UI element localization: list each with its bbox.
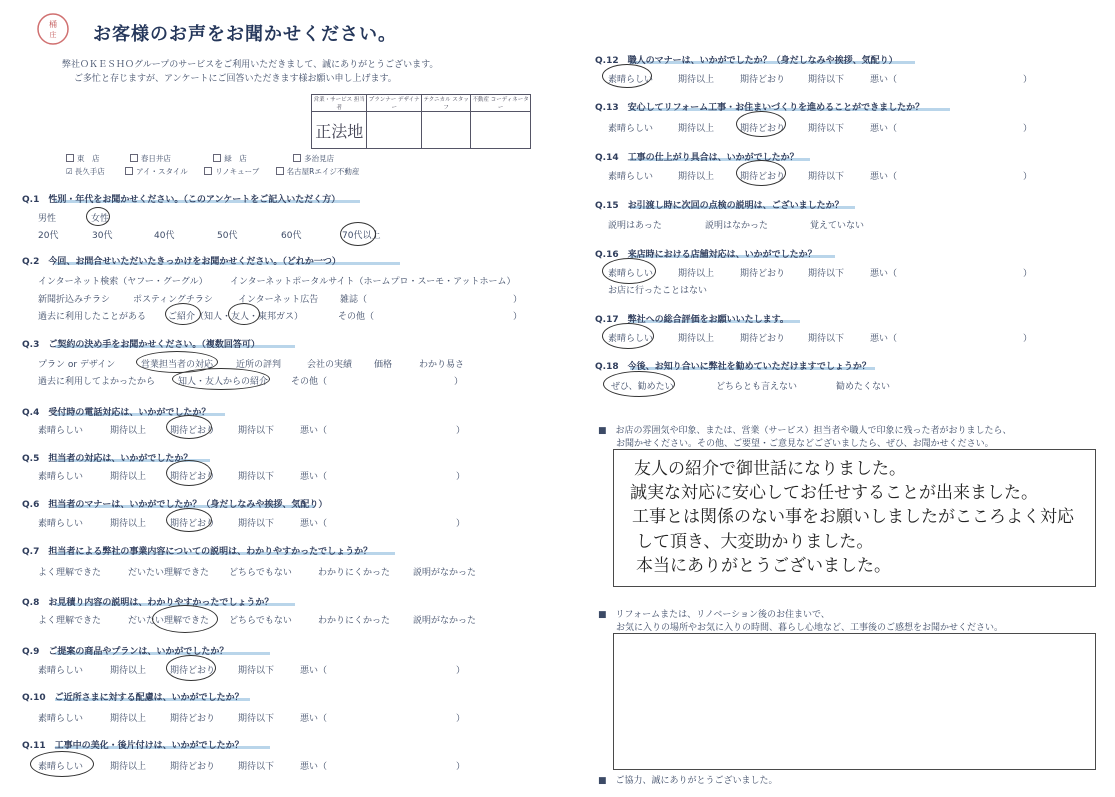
option-above[interactable]: 期待以上 [110, 762, 147, 772]
option-as-expected[interactable]: 期待どおり [170, 519, 216, 529]
option-unclear[interactable]: わかりにくかった [318, 568, 391, 578]
scale-row [38, 663, 468, 675]
answer-circle [228, 303, 260, 325]
option-friend-referral[interactable]: 知人・友人からの紹介 [178, 377, 269, 387]
option-plan-design[interactable]: プラン or デザイン [38, 360, 116, 370]
option-70s[interactable]: 70代以上 [342, 231, 381, 241]
checkbox[interactable] [66, 154, 74, 162]
option-neutral[interactable]: どちらでもない [229, 616, 292, 626]
question-q14: Q.14 工事の仕上がり具合は、いかがでしたか？ [595, 153, 799, 163]
staff-table [311, 94, 531, 149]
question-q9: Q.9 ご提案の商品やプランは、いかがでしたか？ [22, 647, 229, 657]
question-q10: Q.10 ご近所さまに対する配慮は、いかがでしたか？ [22, 693, 244, 703]
question-q7: Q.7 担当者による弊社の事業内容についての説明は、わかりやすかったでしょうか？ [22, 547, 373, 557]
option-as-expected[interactable]: 期待どおり [740, 334, 786, 344]
svg-text:桶: 桶 [49, 20, 57, 29]
option-dont-remember[interactable]: 覚えていない [810, 221, 865, 231]
paren-close: ） [1023, 172, 1033, 182]
option-below[interactable]: 期待以下 [238, 666, 275, 676]
scale-row [608, 72, 1038, 84]
paren-close: ） [456, 666, 466, 676]
answer-circle [172, 368, 270, 390]
answer-circle [166, 508, 212, 532]
paren-close: ） [513, 312, 523, 322]
answer-circle [340, 222, 376, 246]
option-above[interactable]: 期待以上 [678, 75, 715, 85]
comment-prompt-2: お聞かせください。その他、ご要望・ご意見などございましたら、ぜひ、お聞かせください。 [616, 439, 994, 449]
option-bad[interactable]: 悪い（ [870, 334, 898, 344]
option-below[interactable]: 期待以下 [808, 124, 845, 134]
answer-circle [603, 371, 675, 397]
option-as-expected[interactable]: 期待どおり [740, 269, 786, 279]
scale-row [38, 759, 468, 771]
option-not-recommend[interactable]: 勧めたくない [836, 382, 891, 392]
option-recommend[interactable]: ぜひ、勧めたい [611, 382, 674, 392]
option-excellent[interactable]: 素晴らしい [608, 75, 654, 85]
paren-close: ） [454, 377, 464, 387]
answer-circle [166, 460, 212, 486]
option-newspaper[interactable]: 新聞折込みチラシ [38, 295, 111, 305]
option-as-expected[interactable]: 期待どおり [170, 762, 216, 772]
option-bad[interactable]: 悪い（ [870, 124, 898, 134]
option-50s[interactable]: 50代 [217, 231, 238, 241]
handwritten-line: して頂き、大変助かりました。 [636, 532, 874, 552]
question-q15: Q.15 お引渡し時に次回の点検の説明は、ございましたか？ [595, 201, 844, 211]
option-other[interactable]: その他（ [291, 377, 328, 387]
option-as-expected[interactable]: 期待どおり [170, 666, 216, 676]
option-female[interactable]: 女性 [91, 214, 110, 224]
option-male[interactable]: 男性 [38, 214, 57, 224]
question-q5: Q.5 担当者の対応は、いかがでしたか？ [22, 454, 193, 464]
option-bad[interactable]: 悪い（ [870, 269, 898, 279]
checkbox[interactable] [125, 167, 133, 175]
answer-circle [736, 160, 786, 186]
handwritten-line: 本当にありがとうございました。 [636, 556, 891, 576]
option-posting[interactable]: ポスティングチラシ [133, 295, 213, 305]
checkbox[interactable] [204, 167, 212, 175]
option-above[interactable]: 期待以上 [678, 124, 715, 134]
page-title: お客様のお声をお聞かせください。 [93, 24, 397, 45]
staff-sales-name: 正法地 [312, 112, 367, 149]
staff-header-realestate: 不動産 コーディネーター [471, 95, 531, 112]
svg-text:庄: 庄 [49, 31, 57, 39]
option-below[interactable]: 期待以下 [238, 714, 275, 724]
option-price[interactable]: 価格 [374, 360, 393, 370]
intro-line-1: 弊社ＯＫＥＳＨＯグループのサービスをご利用いただきまして、誠にありがとうございます。 [62, 60, 439, 70]
paren-close: ） [1023, 269, 1033, 279]
option-track-record[interactable]: 会社の実績 [307, 360, 353, 370]
option-portal[interactable]: インターネットポータルサイト（ホームプロ・スーモ・アットホーム） [230, 277, 516, 287]
comment2-prompt-2: お気に入りの場所やお気に入りの時間、暮らし心地など、工事後のご感想をお聞かせください。 [616, 623, 1004, 633]
option-as-expected[interactable]: 期待どおり [170, 714, 216, 724]
option-as-expected[interactable]: 期待どおり [170, 426, 216, 436]
checkbox[interactable] [213, 154, 221, 162]
option-past-use[interactable]: 過去に利用したことがある [38, 312, 147, 322]
question-q12: Q.12 職人のマナーは、いかがでしたか？（身だしなみや挨拶、気配り） [595, 56, 898, 66]
checked-mark[interactable]: ☑ [66, 167, 73, 176]
paren-close: ） [456, 714, 466, 724]
question-q4: Q.4 受付時の電話対応は、いかがでしたか？ [22, 408, 211, 418]
staff-cell [367, 112, 422, 149]
answer-circle [166, 655, 216, 681]
option-60s[interactable]: 60代 [281, 231, 302, 241]
option-undecided[interactable]: どちらとも言えない [716, 382, 798, 392]
option-magazine[interactable]: 雑誌（ [340, 295, 368, 305]
scale-row [608, 169, 1038, 181]
option-excellent[interactable]: 素晴らしい [38, 762, 84, 772]
question-q13: Q.13 安心してリフォーム工事・お住まいづくりを進めることができましたか？ [595, 103, 925, 113]
option-no-explanation[interactable]: 説明がなかった [413, 616, 477, 626]
scale-row [38, 516, 468, 528]
question-q17: Q.17 弊社への総合評価をお願いいたします。 [595, 315, 789, 325]
answer-circle [602, 64, 652, 88]
answer-circle [166, 415, 212, 439]
option-above[interactable]: 期待以上 [110, 714, 147, 724]
option-below[interactable]: 期待以下 [808, 172, 845, 182]
question-q8: Q.8 お見積り内容の説明は、わかりやすかったでしょうか？ [22, 598, 274, 608]
option-20s[interactable]: 20代 [38, 231, 59, 241]
question-q3: Q.3 ご契約の決め手をお聞かせください。（複数回答可） [22, 340, 260, 350]
option-above[interactable]: 期待以上 [678, 172, 715, 182]
question-q18: Q.18 今後、お知り合いに弊社を勧めていただけますでしょうか？ [595, 362, 871, 372]
option-other[interactable]: その他（ [338, 312, 375, 322]
stamp-logo [36, 12, 70, 46]
option-explained[interactable]: 説明はあった [608, 221, 662, 231]
option-referral[interactable]: ご紹介（知人・友人・東邦ガス） [168, 312, 304, 322]
option-below[interactable]: 期待以下 [238, 762, 275, 772]
scale-row [608, 121, 1038, 133]
option-below[interactable]: 期待以下 [808, 75, 845, 85]
option-bad[interactable]: 悪い（ [300, 426, 328, 436]
option-no-explanation[interactable]: 説明がなかった [413, 568, 477, 578]
scale-row [38, 469, 468, 481]
checkbox[interactable] [293, 154, 301, 162]
option-bad[interactable]: 悪い（ [300, 519, 328, 529]
option-never-visited[interactable]: お店に行ったことはない [608, 286, 708, 296]
question-q1: Q.1 性別・年代をお聞かせください。（このアンケートをご記入いただく方） [22, 195, 341, 205]
option-sales-response[interactable]: 営業担当者の対応 [141, 360, 214, 370]
option-above[interactable]: 期待以上 [678, 269, 715, 279]
option-excellent[interactable]: 素晴らしい [38, 472, 84, 482]
option-unclear[interactable]: わかりにくかった [318, 616, 391, 626]
option-above[interactable]: 期待以上 [110, 426, 147, 436]
paren-close: ） [1023, 75, 1033, 85]
paren-close: ） [1023, 334, 1033, 344]
option-past-good[interactable]: 過去に利用してよかったから [38, 377, 156, 387]
option-mostly-understood[interactable]: だいたい理解できた [128, 568, 210, 578]
option-excellent[interactable]: 素晴らしい [608, 269, 654, 279]
option-bad[interactable]: 悪い（ [870, 75, 898, 85]
store-row-2: ☑ 長久手店 アイ・スタイル リノキューブ 名古屋Rエイジ不動産 [66, 167, 360, 176]
footer-thanks: ■ ご協力、誠にありがとうございました。 [598, 776, 778, 786]
option-excellent[interactable]: 素晴らしい [38, 714, 84, 724]
option-above[interactable]: 期待以上 [110, 666, 147, 676]
scale-row [608, 331, 1038, 343]
paren-close: ） [513, 295, 523, 305]
scale-row [608, 266, 1038, 278]
option-below[interactable]: 期待以下 [808, 269, 845, 279]
staff-header-tech: テクニカル スタッフ [421, 95, 470, 112]
option-clarity[interactable]: わかり易さ [419, 360, 465, 370]
option-as-expected[interactable]: 期待どおり [740, 75, 786, 85]
option-as-expected[interactable]: 期待どおり [170, 472, 216, 482]
option-web-search[interactable]: インターネット検索（ヤフー・グーグル） [38, 277, 208, 287]
paren-close: ） [456, 762, 466, 772]
staff-cell [421, 112, 470, 149]
answer-circle [165, 303, 201, 325]
answer-circle [86, 207, 110, 226]
option-mostly-understood[interactable]: だいたい理解できた [128, 616, 210, 626]
option-excellent[interactable]: 素晴らしい [38, 666, 84, 676]
answer-circle [736, 111, 786, 137]
option-reputation[interactable]: 近所の評判 [236, 360, 282, 370]
checkbox[interactable] [276, 167, 284, 175]
handwritten-line: 誠実な対応に安心してお任せすることが出来ました。 [630, 483, 1038, 503]
option-excellent[interactable]: 素晴らしい [608, 172, 654, 182]
comment-prompt-1: ■ お店の雰囲気や印象、または、営業（サービス）担当者や職人で印象に残った者がおりましたら、 [598, 426, 1012, 436]
option-as-expected[interactable]: 期待どおり [740, 124, 786, 134]
paren-close: ） [456, 426, 466, 436]
answer-circle [152, 605, 218, 633]
option-bad[interactable]: 悪い（ [300, 762, 328, 772]
option-well-understood[interactable]: よく理解できた [38, 568, 102, 578]
option-above[interactable]: 期待以上 [110, 519, 147, 529]
scale-row [38, 423, 468, 435]
intro-line-2: ご多忙と存じますが、アンケートにご回答いただきます様お願い申し上げます。 [74, 74, 397, 84]
option-well-understood[interactable]: よく理解できた [38, 616, 102, 626]
question-q11: Q.11 工事中の美化・後片付けは、いかがでしたか？ [22, 741, 244, 751]
option-above[interactable]: 期待以上 [678, 334, 715, 344]
option-as-expected[interactable]: 期待どおり [740, 172, 786, 182]
option-excellent[interactable]: 素晴らしい [38, 426, 84, 436]
question-q6: Q.6 担当者のマナーは、いかがでしたか？（身だしなみや挨拶、気配り） [22, 500, 328, 510]
comment2-prompt-1: ■ リフォームまたは、リノベーション後のお住まいで、 [598, 610, 830, 620]
handwritten-line: 友人の紹介で御世話になりました。 [634, 459, 906, 479]
option-below[interactable]: 期待以下 [238, 472, 275, 482]
checkbox[interactable] [130, 154, 138, 162]
option-40s[interactable]: 40代 [154, 231, 175, 241]
staff-header-planner: プランナー デザイナー [367, 95, 422, 112]
store-row-1: 東 店 春日井店 緑 店 多治見店 [66, 153, 334, 164]
paren-close: ） [456, 519, 466, 529]
option-neutral[interactable]: どちらでもない [229, 568, 292, 578]
paren-close: ） [456, 472, 466, 482]
answer-circle [602, 258, 656, 284]
scale-row [38, 711, 468, 723]
staff-cell [471, 112, 531, 149]
option-below[interactable]: 期待以下 [238, 426, 275, 436]
option-below[interactable]: 期待以下 [238, 519, 275, 529]
answer-circle [602, 323, 654, 349]
option-below[interactable]: 期待以下 [808, 334, 845, 344]
option-30s[interactable]: 30代 [92, 231, 113, 241]
comment-box-2[interactable] [613, 633, 1096, 770]
option-bad[interactable]: 悪い（ [300, 714, 328, 724]
option-bad[interactable]: 悪い（ [300, 666, 328, 676]
option-excellent[interactable]: 素晴らしい [608, 334, 654, 344]
question-q2: Q.2 今回、お問合せいただいたきっかけをお聞かせください。（どれか一つ） [22, 257, 341, 267]
option-excellent[interactable]: 素晴らしい [38, 519, 84, 529]
staff-header-sales: 営業・サービス 担当者 [312, 95, 367, 112]
answer-circle [30, 751, 94, 777]
option-above[interactable]: 期待以上 [110, 472, 147, 482]
question-q16: Q.16 来店時における店舗対応は、いかがでしたか？ [595, 250, 817, 260]
option-excellent[interactable]: 素晴らしい [608, 124, 654, 134]
option-bad[interactable]: 悪い（ [870, 172, 898, 182]
handwritten-line: 工事とは関係のない事をお願いしましたがこころよく対応 [632, 507, 1074, 527]
option-web-ad[interactable]: インターネット広告 [238, 295, 319, 305]
paren-close: ） [1023, 124, 1033, 134]
option-not-explained[interactable]: 説明はなかった [705, 221, 769, 231]
option-bad[interactable]: 悪い（ [300, 472, 328, 482]
